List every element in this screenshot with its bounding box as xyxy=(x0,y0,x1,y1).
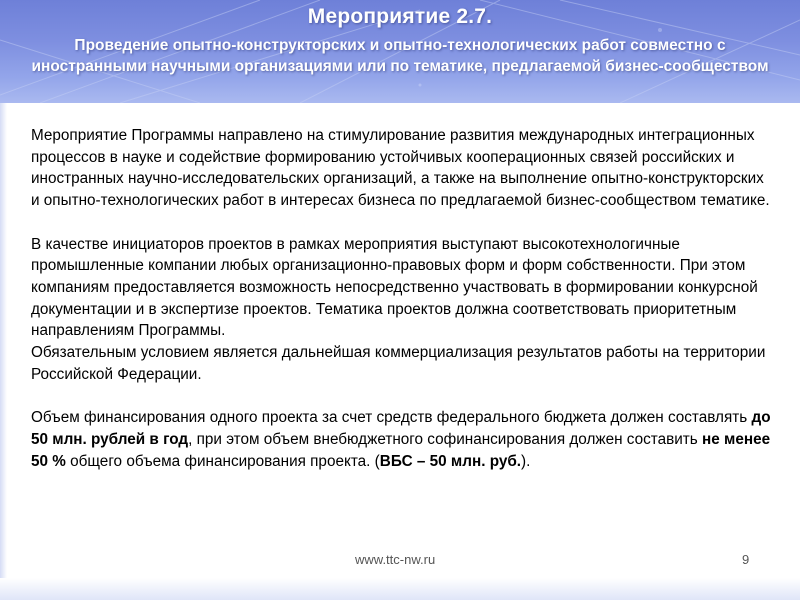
paragraph-commercialization: Обязательным условием является дальнейшая коммерциализация результатов работы на территории Российской Федерации. xyxy=(31,344,766,383)
paragraph-program-goal: Мероприятие Программы направлено на стимулирование развития международных интеграционных процессов в науке и содействие формированию устойчивых кооперационных связей российских и иностранных научно-исследовательских организаций, а также на выполнение опытно-конструкторских и опытно-технологических работ в интересах бизнеса по предлагаемой бизнес-сообществом тематике. xyxy=(31,127,770,210)
funding-text-1: Объем финансирования одного проекта за счет средств федерального бюджета должен составлять xyxy=(31,409,752,427)
funding-text-3: общего объема финансирования проекта. ( xyxy=(65,452,380,470)
page-number: 9 xyxy=(742,552,750,567)
funding-text-4: ). xyxy=(521,452,531,470)
paragraph-initiators: В качестве инициаторов проектов в рамках мероприятия выступают высокотехнологичные промышленные компании любых организационно-правовых форм и форм собственности. При этом компаниям предоставляется возможность непосредственно участвовать в формировании конкурсной документации и в экспертизе проектов. Тематика проектов должна соответствовать приоритетным направлениям Программы. xyxy=(31,235,758,340)
slide-title: Мероприятие 2.7. xyxy=(307,5,493,28)
paragraph-funding xyxy=(31,407,776,472)
funding-text-2: , при этом объем внебюджетного софинансирования должен составить xyxy=(188,430,703,448)
slide-subtitle: Проведение опытно-конструкторских и опытно-технологических работ совместно с иностранными научными организациями или по тематике, предлагаемой бизнес-сообществом xyxy=(31,37,769,75)
left-decor-stripe xyxy=(0,103,7,600)
funding-amount-bold: до 50 млн. рублей в год xyxy=(31,409,771,448)
slide-header xyxy=(0,0,800,103)
slide-body xyxy=(31,125,776,494)
bottom-decor-stripe xyxy=(0,578,800,600)
cofunding-share-bold: не менее 50 % xyxy=(31,430,771,470)
vbs-amount-bold: ВБС – 50 млн. руб. xyxy=(379,452,522,470)
footer-url: www.ttc-nw.ru xyxy=(355,552,436,567)
